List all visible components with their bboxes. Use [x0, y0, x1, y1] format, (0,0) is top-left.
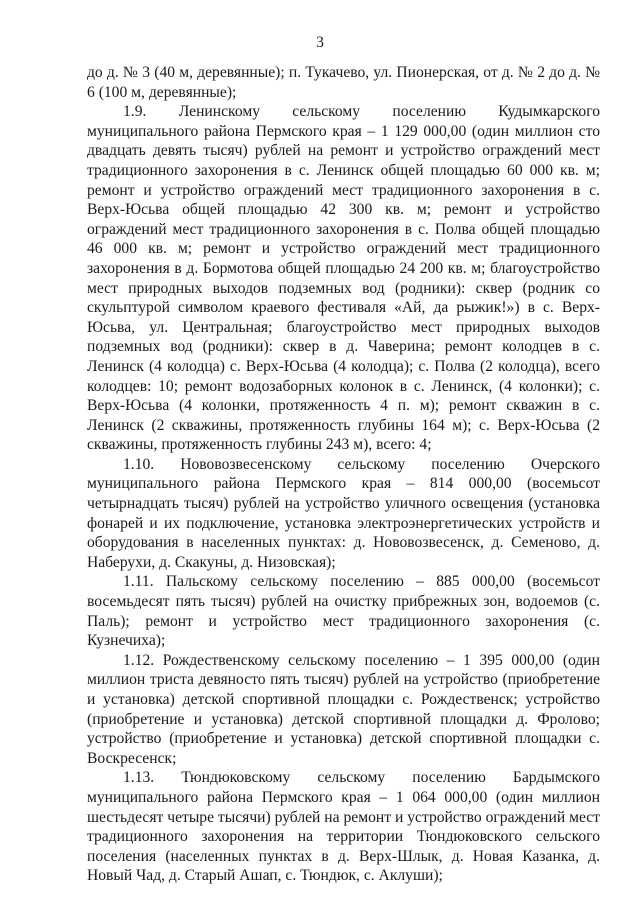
paragraph-1-10: 1.10. Нововозвесенскому сельскому поселению Очерского муниципального района Пермского края – 814 000,00 (восемьсот четырнадцать тысяч) рублей на устройство уличного освещения (установка фонарей и их подключение, установка электроэнергетических устройств и оборудования в населенных пунктах: д. Нововозвесенск, д. Семеново, д. Наберухи, д. Скакуны, д. Низовская); — [87, 455, 600, 571]
document-body — [87, 63, 600, 886]
paragraph-1-11: 1.11. Пальскому сельскому поселению – 885 000,00 (восемьсот восемьдесят пять тысяч) рублей на очистку прибрежных зон, водоемов (с. Паль); ремонт и устройство мест традиционного захоронения (с. Кузнечиха); — [87, 573, 600, 650]
paragraph-1-13: 1.13. Тюндюковскому сельскому поселению Бардымского муниципального района Пермского края – 1 064 000,00 (один миллион шестьдесят четыре тысячи) рублей на ремонт и устройство ограждений мест традиционного захоронения на территории Тюндюковского сельского поселения (населенных пунктах в д. Верх-Шлык, д. Новая Казанка, д. Новый Чад, д. Старый Ашап, с. Тюндюк, с. Аклуши); — [87, 769, 600, 885]
paragraph-continuation: до д. № 3 (40 м, деревянные); п. Тукачево, ул. Пионерская, от д. № 2 до д. № 6 (100 м, деревянные); — [87, 64, 600, 101]
page-number: 3 — [316, 34, 324, 51]
paragraph-1-9: 1.9. Ленинскому сельскому поселению Кудымкарского муниципального района Пермского края – 1 129 000,00 (один миллион сто двадцать девять тысяч) рублей на ремонт и устройство ограждений мест традиционного захоронения в с. Ленинск общей площадью 60 000 кв. м; ремонт и устройство ограждений мест традиционного захоронения в с. Верх-Юсьва общей площадью 42 300 кв. м; ремонт и устройство ограждений мест традиционного захоронения в с. Полва общей площадью 46 000 кв. м; ремонт и устройство ограждений мест традиционного захоронения в д. Бормотова общей площадью 24 200 кв. м; благоустройство мест природных выходов подземных вод (родники): сквер (родник со скульптурой символом краевого фестиваля «Ай, да рыжик!») в с. Верх-Юсьва, ул. Центральная; благоустройство мест природных выходов подземных вод (родники): сквер в д. Чаверина; ремонт колодцев в с. Ленинск (4 колодца) с. Верх-Юсьва (4 колодца); с. Полва (2 колодца), всего колодцев: 10; ремонт водозаборных колонок в с. Ленинск, (4 колонки); с. Верх-Юсьва (4 колонки, протяженность 4 п. м); ремонт скважин в с. Ленинск (2 скважины, протяженность глубины 164 м); с. Верх-Юсьва (2 скважины, протяженность глубины 243 м), всего: 4; — [87, 103, 600, 454]
paragraph-1-12: 1.12. Рождественскому сельскому поселению – 1 395 000,00 (один миллион триста девяносто пять тысяч) рублей на устройство (приобретение и установка) детской спортивной площадки с. Рождественск; устройство (приобретение и установка) детской спортивной площадки д. Фролово; устройство (приобретение и установка) детской спортивной площадки с. Воскресенск; — [87, 651, 600, 767]
